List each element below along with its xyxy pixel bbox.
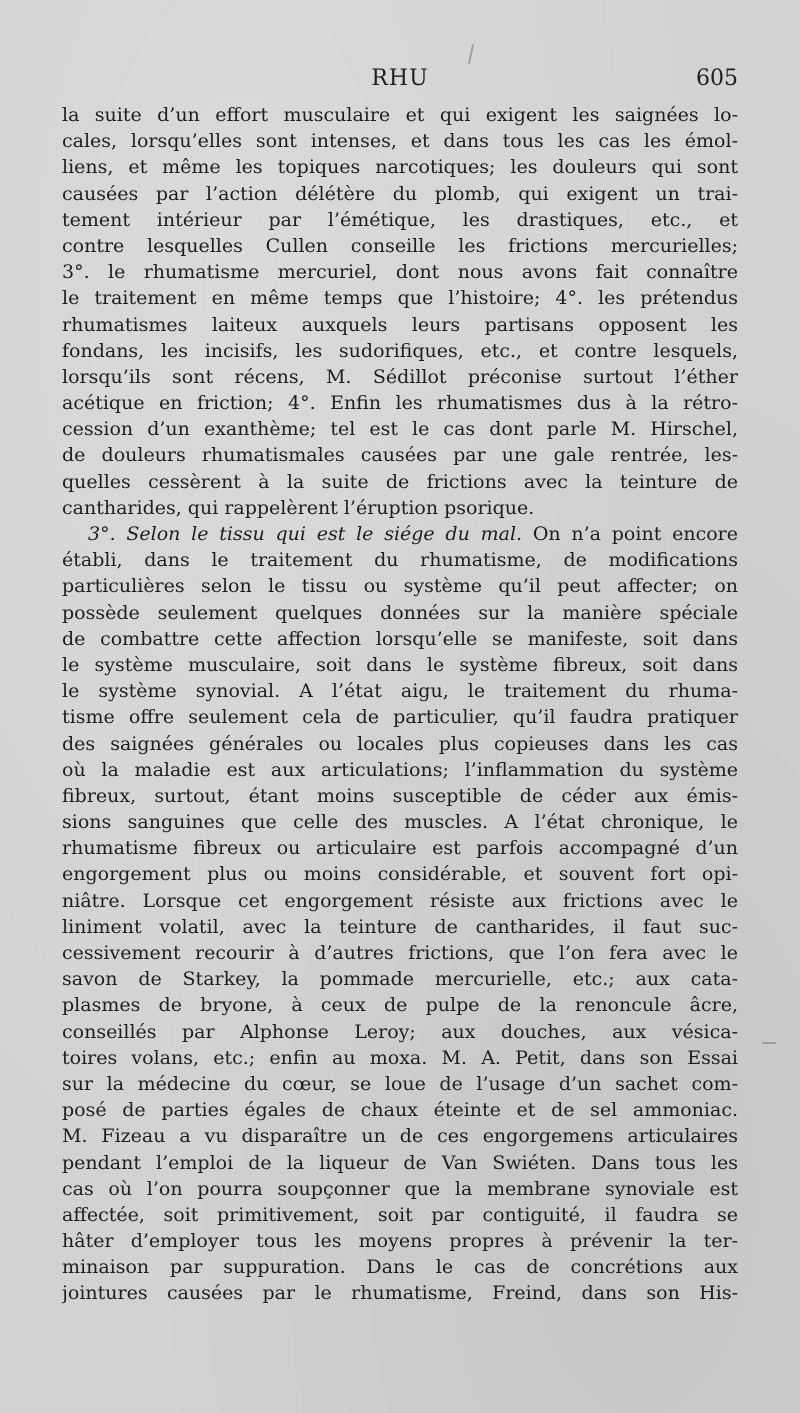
text-line: liens, et même les topiques narcotiques; les douleurs qui sont (62, 156, 738, 179)
text-line: lorsqu’ils sont récens, M. Sédillot préconise surtout l’éther (62, 365, 738, 388)
text-line: particulières selon le tissu ou système qu’il peut affecter; on (62, 575, 738, 598)
text-line: M. Fizeau a vu disparaître un de ces engorgemens articulaires (62, 1125, 738, 1148)
text-line: savon de Starkey, la pommade mercurielle, etc.; aux cata- (62, 968, 738, 991)
page-number: 605 (696, 66, 738, 91)
text-line: fondans, les incisifs, les sudorifiques, etc., et contre lesquels, (62, 339, 738, 362)
text-line: de combattre cette affection lorsqu’elle se manifeste, soit dans (62, 627, 738, 650)
running-head: RHU (371, 66, 429, 91)
text-line: conseillés par Alphonse Leroy; aux douches, aux vésica- (62, 1020, 738, 1043)
text-line: plasmes de bryone, à ceux de pulpe de la renoncule âcre, (62, 994, 738, 1017)
text-line: posé de parties égales de chaux éteinte et de sel ammoniac. (62, 1099, 738, 1122)
text-line: le système musculaire, soit dans le système fibreux, soit dans (62, 653, 738, 676)
section-heading: 3°. Selon le tissu qui est le siége du mal. (88, 523, 523, 545)
text-line: cession d’un exanthème; tel est le cas dont parle M. Hirschel, (62, 418, 738, 441)
text-line: tisme offre seulement cela de particulier, qu’il faudra pratiquer (62, 706, 738, 729)
text-line: causées par l’action délétère du plomb, qui exigent un trai- (62, 182, 738, 205)
text-line: 3°. le rhumatisme mercuriel, dont nous avons fait connaître (62, 261, 738, 284)
text-line: des saignées générales ou locales plus copieuses dans les cas (62, 732, 738, 755)
page-header (62, 66, 738, 96)
text-line: le système synovial. A l’état aigu, le traitement du rhuma- (62, 680, 738, 703)
margin-mark (762, 1042, 776, 1044)
text-line: affectée, soit primitivement, soit par contiguité, il faudra se (62, 1203, 738, 1226)
section-first-line (62, 521, 738, 547)
text-line: niâtre. Lorsque cet engorgement résiste aux frictions avec le (62, 889, 738, 912)
text-line: tement intérieur par l’émétique, les drastiques, etc., et (62, 208, 738, 231)
text-line: la suite d’un effort musculaire et qui exigent les saignées lo- (62, 104, 738, 126)
text-line: quelles cessèrent à la suite de frictions avec la teinture de (62, 470, 738, 493)
text-line: établi, dans le traitement du rhumatisme, de modifications (62, 549, 738, 572)
text-line: de douleurs rhumatismales causées par une gale rentrée, les- (62, 444, 738, 467)
text-line: cessivement recourir à d’autres frictions, que l’on fera avec le (62, 942, 738, 964)
text-line: où la maladie est aux articulations; l’inflammation du système (62, 758, 738, 781)
text-line: pendant l’emploi de la liqueur de Van Swiéten. Dans tous les (62, 1151, 738, 1174)
text-line: sions sanguines que celle des muscles. A l’état chronique, le (62, 811, 738, 834)
text-line: rhumatisme fibreux ou articulaire est parfois accompagné d’un (62, 837, 738, 860)
text-line: cantharides, qui rappelèrent l’éruption psorique. (62, 496, 535, 519)
text-line: acétique en friction; 4°. Enfin les rhumatismes dus à la rétro- (62, 392, 738, 415)
text-line: possède seulement quelques données sur la manière spéciale (62, 601, 738, 624)
text-line: sur la médecine du cœur, se loue de l’usage d’un sachet com- (62, 1072, 738, 1095)
text-line: rhumatismes laiteux auxquels leurs partisans opposent les (62, 313, 738, 336)
scratch-mark (468, 44, 474, 64)
body-text (62, 102, 738, 1307)
text-line: hâter d’employer tous les moyens propres à prévenir la ter- (62, 1230, 738, 1253)
text-line: jointures causées par le rhumatisme, Freind, dans son His- (62, 1282, 738, 1305)
text-line: cas où l’on pourra soupçonner que la membrane synoviale est (62, 1177, 738, 1200)
text-line: engorgement plus ou moins considérable, et souvent fort opi- (62, 863, 738, 886)
text-line: le traitement en même temps que l’histoire; 4°. les prétendus (62, 287, 738, 310)
text-line: fibreux, surtout, étant moins susceptible de céder aux émis- (62, 784, 738, 807)
text-line: toires volans, etc.; enfin au moxa. M. A. Petit, dans son Essai (62, 1046, 738, 1069)
text-line: contre lesquelles Cullen conseille les frictions mercurielles; (62, 234, 738, 257)
text-line: minaison par suppuration. Dans le cas de concrétions aux (62, 1256, 738, 1279)
text-line: liniment volatil, avec la teinture de cantharides, il faut suc- (62, 915, 738, 938)
section-first-line-rest: On n’a point encore (532, 523, 738, 545)
text-line: cales, lorsqu’elles sont intenses, et dans tous les cas les émol- (62, 130, 738, 153)
